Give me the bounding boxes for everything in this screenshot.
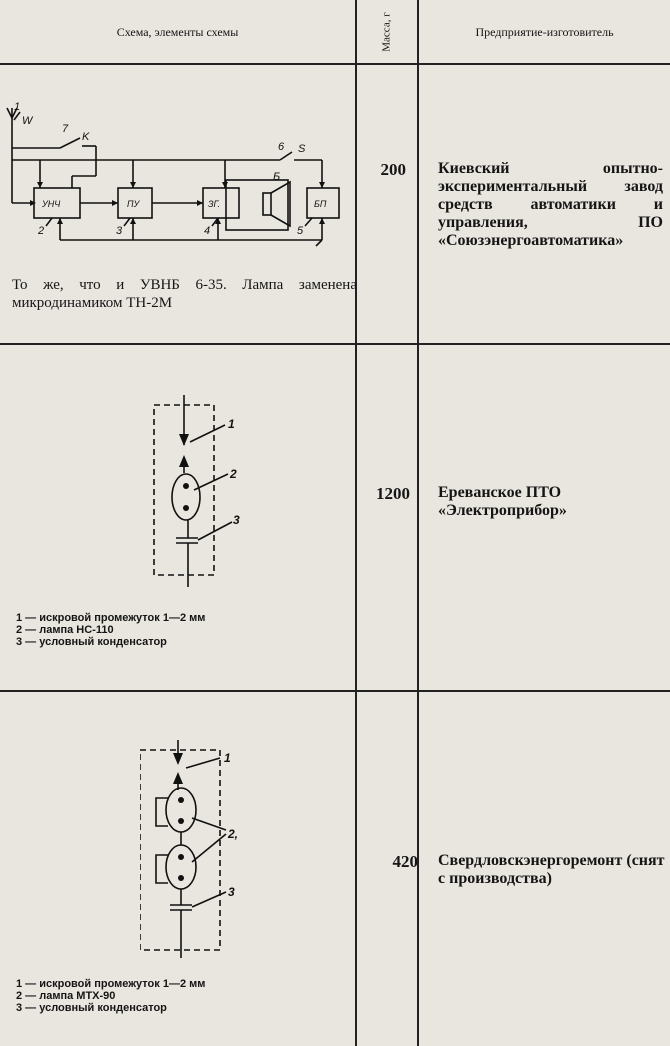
lamp3-label-3: 3 <box>228 885 235 899</box>
lamp2-label-1: 1 <box>228 417 235 431</box>
label-n4: 4 <box>204 225 211 237</box>
legend-item: 2 — лампа МТХ-90 <box>16 990 116 1002</box>
label-n1: 1 <box>14 101 21 113</box>
label-n5: 5 <box>297 225 304 237</box>
legend-item: 2 — лампа НС-110 <box>16 624 114 636</box>
header-scheme: Схема, элементы схемы <box>116 24 239 39</box>
row-divider <box>0 690 670 692</box>
label-b: Б <box>273 171 281 183</box>
maker-row1: Киевский опытно-экспериментальный завод средств автоматики и управления, ПО «Союзэнергоавтоматика» <box>438 160 663 249</box>
label-pu: ПУ <box>127 199 140 209</box>
label-k: K <box>82 131 90 143</box>
legend-item: 3 — условный конденсатор <box>16 636 167 648</box>
lamp3-label-1: 1 <box>224 751 231 765</box>
lamp-diagram-row2 <box>140 390 260 590</box>
maker-row2: Ереванское ПТО «Электроприбор» <box>438 484 567 519</box>
mass-row3: 420 <box>392 852 418 871</box>
block-diagram-row1 <box>0 95 355 260</box>
legend-item: 1 — искровой промежуток 1—2 мм <box>16 978 206 990</box>
header-mass <box>357 0 417 64</box>
label-unch: УНЧ <box>42 199 61 209</box>
row-divider <box>0 343 670 345</box>
legend-item: 3 — условный конденсатор <box>16 1002 167 1014</box>
label-bp: БП <box>314 199 327 209</box>
column-divider <box>355 0 357 1046</box>
mass-row1: 200 <box>380 160 406 179</box>
lamp2-label-2: 2 <box>230 467 237 481</box>
maker-row3: Свердловскэнергоремонт (снят с производства) <box>438 852 665 887</box>
lamp3-label-2: 2, <box>228 827 239 841</box>
column-divider <box>417 0 419 1046</box>
legend-item: 1 — искровой промежуток 1—2 мм <box>16 612 206 624</box>
label-w: W <box>22 115 33 127</box>
header-maker: Предприятие-изготовитель <box>475 24 614 39</box>
label-n7: 7 <box>62 123 69 135</box>
label-n2: 2 <box>38 225 45 237</box>
lamp-diagram-row3 <box>140 735 265 960</box>
label-n6: 6 <box>278 141 285 153</box>
caption-row1: То же, что и УВНБ 6-35. Лампа заменена микродинамиком ТН-2М <box>12 277 357 311</box>
label-zg: ЗГ. <box>208 199 221 209</box>
header-mass-label: Масса, г <box>381 12 393 52</box>
legend-row2 <box>16 612 205 648</box>
mass-row2: 1200 <box>376 484 410 503</box>
label-n3: 3 <box>116 225 123 237</box>
label-s: S <box>298 143 306 155</box>
lamp2-label-3: 3 <box>233 513 240 527</box>
legend-row3 <box>16 978 205 1014</box>
